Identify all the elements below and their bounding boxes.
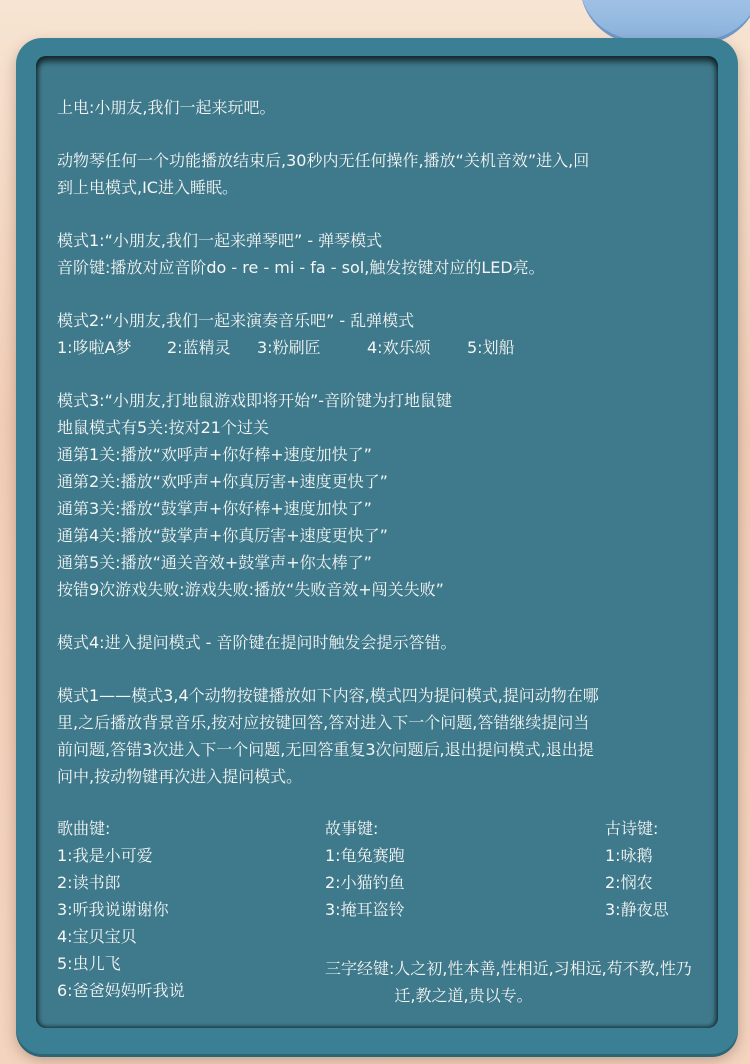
song-item: 4:宝贝宝贝 xyxy=(57,927,137,946)
mode2-song: 2:蓝精灵 xyxy=(167,338,231,357)
summary-line: 前问题,答错3次进入下一个问题,无回答重复3次问题后,退出提问模式,退出提 xyxy=(57,740,594,759)
mode1-title: 模式1:“小朋友,我们一起来弹琴吧” - 弹琴模式 xyxy=(57,231,383,250)
mode3-line: 按错9次游戏失败:游戏失败:播放“失败音效+闯关失败” xyxy=(57,580,444,599)
mode2-song-list xyxy=(57,334,707,361)
stories-key-column xyxy=(325,815,405,923)
mode2-song: 4:欢乐颂 xyxy=(367,338,431,357)
mode3-line: 通第3关:播放“鼓掌声+你好棒+速度加快了” xyxy=(57,499,372,518)
mode3-line: 通第1关:播放“欢呼声+你好棒+速度加快了” xyxy=(57,445,372,464)
story-item: 3:掩耳盗铃 xyxy=(325,900,405,919)
summary-line: 模式1——模式3,4个动物按键播放如下内容,模式四为提问模式,提问动物在哪 xyxy=(57,686,599,705)
mode3-line: 通第2关:播放“欢呼声+你真厉害+速度更快了” xyxy=(57,472,388,491)
song-item: 5:虫儿飞 xyxy=(57,954,121,973)
mode1-desc: 音阶键:播放对应音阶do - re - mi - fa - sol,触发按键对应的LED亮。 xyxy=(57,258,545,277)
power-on-line: 上电:小朋友,我们一起来玩吧。 xyxy=(57,98,276,117)
song-item: 1:我是小可爱 xyxy=(57,846,153,865)
poem-item: 1:咏鹅 xyxy=(605,846,653,865)
mode2-song: 1:哆啦A梦 xyxy=(57,338,132,357)
stories-key-label: 故事键: xyxy=(325,819,379,838)
summary-line: 问中,按动物键再次进入提问模式。 xyxy=(57,767,303,786)
mode2-song: 3:粉刷匠 xyxy=(257,338,321,357)
sanzi-key-label: 三字经键: xyxy=(325,959,395,978)
story-item: 1:龟兔赛跑 xyxy=(325,846,405,865)
instructions-text xyxy=(57,94,707,790)
song-item: 6:爸爸妈妈听我说 xyxy=(57,981,185,1000)
sanzi-key-block xyxy=(325,955,705,1009)
song-item: 3:听我说谢谢你 xyxy=(57,900,169,919)
story-item: 2:小猫钓鱼 xyxy=(325,873,405,892)
poems-key-column xyxy=(605,815,669,923)
poems-key-label: 古诗键: xyxy=(605,819,659,838)
mode3-line: 地鼠模式有5关:按对21个过关 xyxy=(57,418,269,437)
idle-line-2: 到上电模式,IC进入睡眠。 xyxy=(57,178,238,197)
songs-key-column xyxy=(57,815,185,1004)
poem-item: 3:静夜思 xyxy=(605,900,669,919)
mode3-line: 通第5关:播放“通关音效+鼓掌声+你太棒了” xyxy=(57,553,372,572)
song-item: 2:读书郎 xyxy=(57,873,121,892)
poem-item: 2:悯农 xyxy=(605,873,653,892)
songs-key-label: 歌曲键: xyxy=(57,819,111,838)
summary-line: 里,之后播放背景音乐,按对应按键回答,答对进入下一个问题,答错继续提问当 xyxy=(57,713,590,732)
mode3-line: 模式3:“小朋友,打地鼠游戏即将开始”-音阶键为打地鼠键 xyxy=(57,391,453,410)
mode3-line: 通第4关:播放“鼓掌声+你真厉害+速度更快了” xyxy=(57,526,388,545)
sanzi-key-text: 人之初,性本善,性相近,习相远,苟不教,性乃迁,教之道,贵以专。 xyxy=(394,959,692,1005)
mode2-song: 5:划船 xyxy=(467,338,515,357)
mode4-title: 模式4:进入提问模式 - 音阶键在提问时触发会提示答错。 xyxy=(57,633,457,652)
idle-line-1: 动物琴任何一个功能播放结束后,30秒内无任何操作,播放“关机音效”进入,回 xyxy=(57,151,590,170)
mode2-title: 模式2:“小朋友,我们一起来演奏音乐吧” - 乱弹模式 xyxy=(57,311,415,330)
